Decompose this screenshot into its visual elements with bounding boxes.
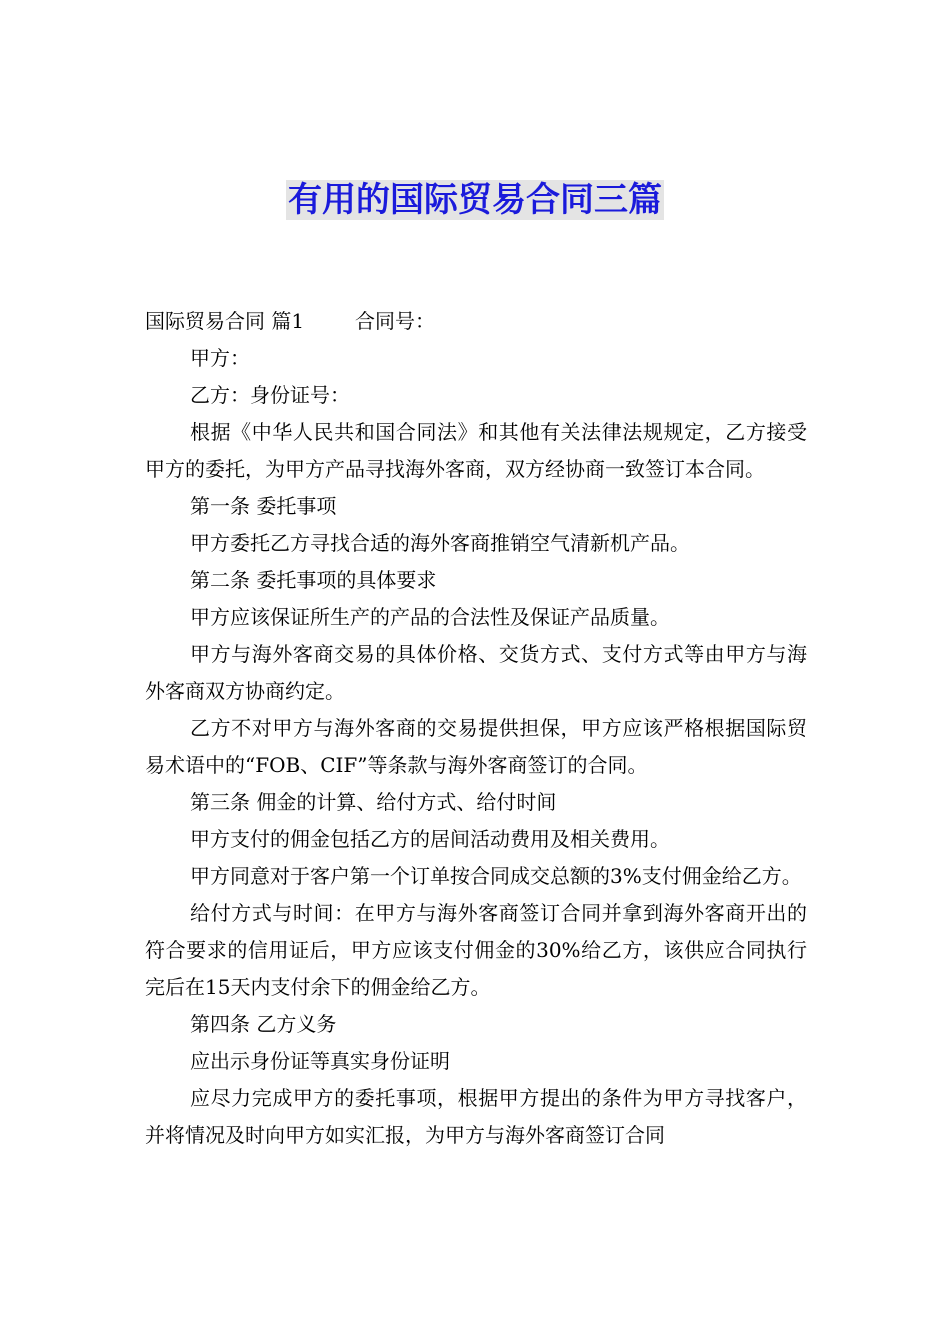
document-body (145, 303, 807, 1154)
article-2-paragraph-3: 乙方不对甲方与海外客商的交易提供担保，甲方应该严格根据国际贸易术语中的“FOB、CIF”等条款与海外客商签订的合同。 (145, 716, 807, 777)
article-4-paragraph-1: 应出示身份证等真实身份证明 (190, 1049, 450, 1073)
article-2-heading: 第二条 委托事项的具体要求 (190, 568, 437, 592)
document-title-text: 有用的国际贸易合同三篇 (288, 180, 662, 220)
article-4-paragraph-2: 应尽力完成甲方的委托事项，根据甲方提出的条件为甲方寻找客户，并将情况及时向甲方如实汇报，为甲方与海外客商签订合同 (145, 1086, 807, 1147)
document-title (0, 176, 950, 224)
article-3-paragraph-2: 甲方同意对于客户第一个订单按合同成交总额的3%支付佣金给乙方。 (190, 864, 802, 888)
article-2-paragraph-2: 甲方与海外客商交易的具体价格、交货方式、支付方式等由甲方与海外客商双方协商约定。 (145, 642, 807, 703)
party-b-line: 乙方：身份证号： (190, 383, 350, 407)
article-3-heading: 第三条 佣金的计算、给付方式、给付时间 (190, 790, 557, 814)
party-a-line: 甲方： (190, 346, 250, 370)
article-2-paragraph-1: 甲方应该保证所生产的产品的合法性及保证产品质量。 (190, 605, 670, 629)
contract-header-line: 国际贸易合同 篇1 合同号： (145, 309, 435, 333)
preamble-paragraph: 根据《中华人民共和国合同法》和其他有关法律法规规定，乙方接受甲方的委托，为甲方产品寻找海外客商，双方经协商一致签订本合同。 (145, 420, 807, 481)
article-1-paragraph: 甲方委托乙方寻找合适的海外客商推销空气清新机产品。 (190, 531, 690, 555)
article-1-heading: 第一条 委托事项 (190, 494, 337, 518)
article-4-heading: 第四条 乙方义务 (190, 1012, 337, 1036)
article-3-paragraph-3: 给付方式与时间：在甲方与海外客商签订合同并拿到海外客商开出的符合要求的信用证后，甲方应该支付佣金的30%给乙方，该供应合同执行完后在15天内支付余下的佣金给乙方。 (145, 901, 807, 999)
article-3-paragraph-1: 甲方支付的佣金包括乙方的居间活动费用及相关费用。 (190, 827, 670, 851)
